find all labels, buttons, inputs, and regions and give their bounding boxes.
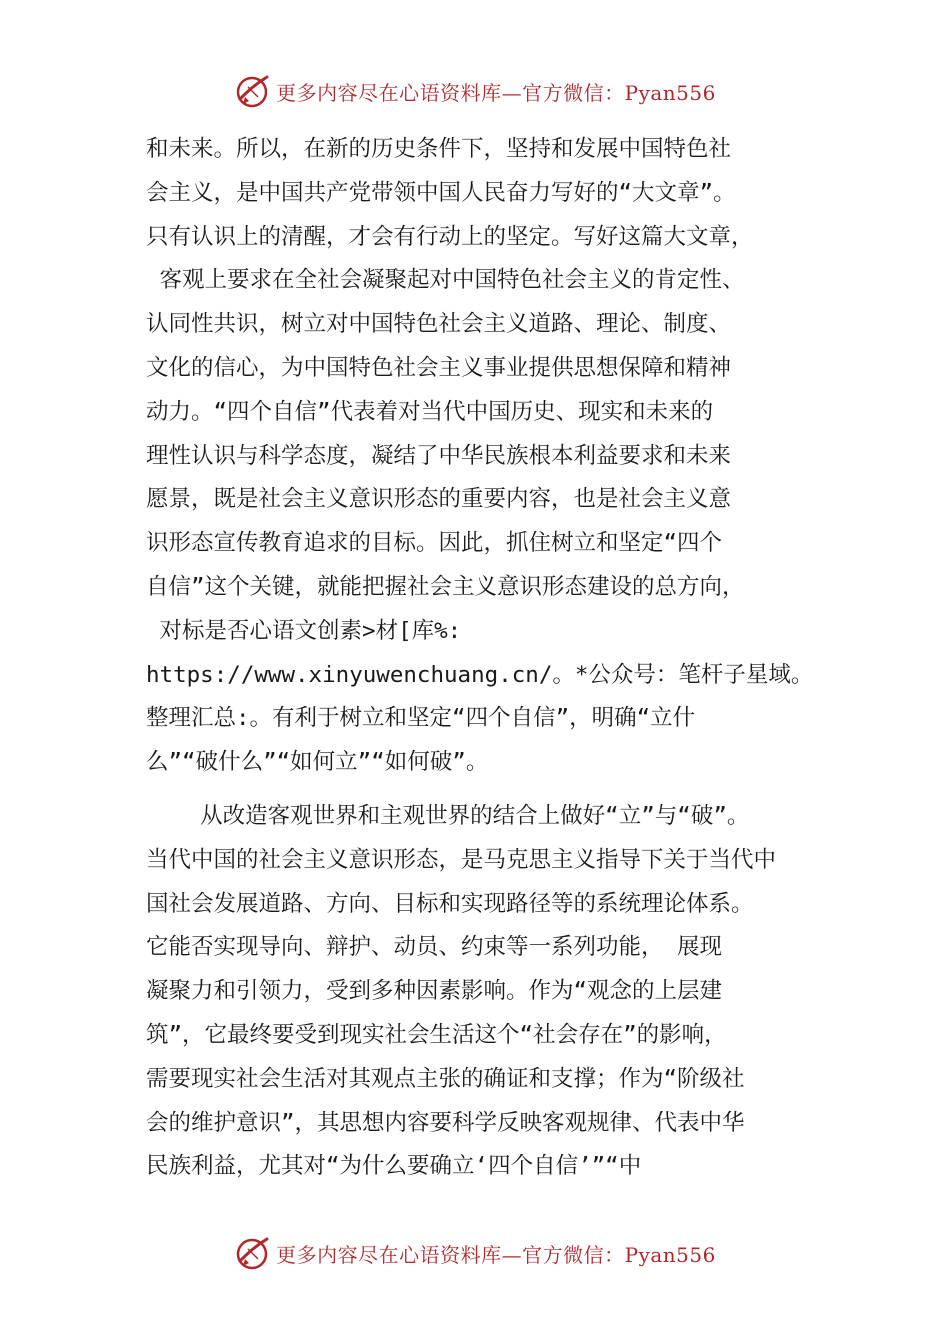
text-line: https://www.xinyuwenchuang.cn/。*公众号：笔杆子星域。 [146,661,814,688]
text-line: 国社会发展道路、方向、目标和实现路径等的系统理论体系。 [146,890,754,917]
text-line: 客观上要求在全社会凝聚起对中国特色社会主义的肯定性、 [146,267,745,294]
text-line: 整理汇总:。有利于树立和坚定“四个自信”，明确“立什 [146,705,696,732]
brush-pen-logo-icon [234,73,270,109]
text-line: 自信”这个关键，就能把握社会主义意识形态建设的总方向， [146,573,745,600]
header-banner [0,70,950,112]
brush-pen-logo-icon [234,1235,270,1271]
text-line: 和未来。所以，在新的历史条件下，坚持和发展中国特色社 [146,136,732,162]
text-line: 么”“破什么”“如何立”“如何破”。 [146,749,489,776]
text-line: 愿景，既是社会主义意识形态的重要内容，也是社会主义意 [146,486,732,513]
text-line: 凝聚力和引领力，受到多种因素影响。作为“观念的上层建 [146,978,723,1005]
text-line: 它能否实现导向、辩护、动员、约束等一系列功能， 展现 [146,934,723,961]
text-line: 需要现实社会生活对其观点主张的确证和支撑；作为“阶级社 [146,1065,745,1092]
footer-banner [0,1232,950,1274]
text-line: 理性认识与科学态度，凝结了中华民族根本利益要求和未来 [146,442,732,469]
text-line: 会的维护意识”，其思想内容要科学反映客观规律、代表中华 [146,1109,745,1136]
text-line: 认同性共识，树立对中国特色社会主义道路、理论、制度、 [146,311,732,338]
text-line: 筑”，它最终要受到现实社会生活这个“社会存在”的影响， [146,1021,727,1048]
document-body [146,128,836,1189]
paragraph-1 [146,128,836,785]
banner-text: 更多内容尽在心语资料库—官方微信：Pyan556 [276,80,716,105]
text-line: 对标是否心语文创素>材[库%: [146,617,462,644]
text-line: 民族利益，尤其对“为什么要确立‘四个自信’”“中 [146,1153,642,1180]
text-line: 只有认识上的清醒，才会有行动上的坚定。写好这篇大文章， [146,223,754,250]
text-line: 会主义，是中国共产党带领中国人民奋力写好的“大文章”。 [146,179,736,206]
text-line: 文化的信心，为中国特色社会主义事业提供思想保障和精神 [146,354,732,381]
text-line: 动力。“四个自信”代表着对当代中国历史、现实和未来的 [146,398,714,425]
banner-text: 更多内容尽在心语资料库—官方微信：Pyan556 [276,1242,716,1267]
text-line: 当代中国的社会主义意识形态，是马克思主义指导下关于当代中 [146,846,777,873]
text-line: 识形态宣传教育追求的目标。因此，抓住树立和坚定“四个 [146,530,723,557]
paragraph-2 [146,795,836,1189]
text-line: 从改造客观世界和主观世界的结合上做好“立”与“破”。 [146,802,750,829]
